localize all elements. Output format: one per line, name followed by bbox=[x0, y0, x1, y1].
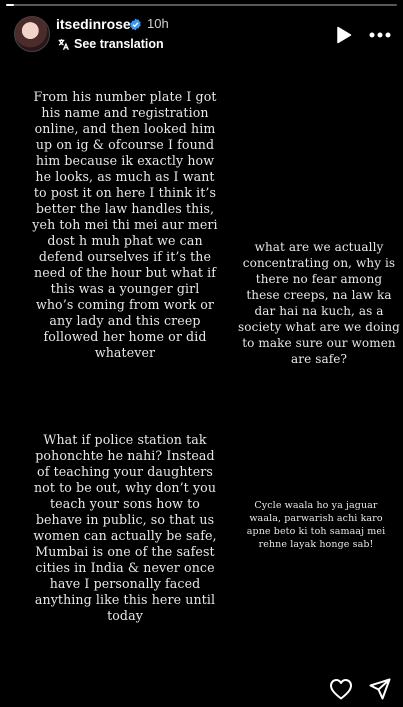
play-icon[interactable] bbox=[336, 26, 352, 44]
story-progress-fill bbox=[6, 4, 14, 6]
verified-badge-icon bbox=[129, 18, 142, 31]
username[interactable]: itsedinrose bbox=[56, 16, 131, 32]
story-text-block: Cycle waala ho ya jaguar waala, parwarish achi karo apne beto ki toh samaaj mei rehne layak honge sab! bbox=[246, 500, 386, 550]
translate-icon bbox=[57, 38, 70, 51]
story-text-block: what are we actually concentrating on, why is there no fear among these creeps, na law ka dar hai na kuch, as a society what are we doing to make sure our women are safe? bbox=[238, 240, 400, 366]
story-header bbox=[0, 10, 403, 60]
send-icon[interactable] bbox=[369, 678, 391, 700]
post-time: 10h bbox=[147, 16, 169, 31]
story-text-block: From his number plate I got his name and registration online, and then looked him up on ig & ofcourse I found him because ik exactly how he looks, as much as I want to post it on here I think it’s better the law handles this, yeh toh mei thi mei aur meri dost h muh phat we can defend ourselves if it’s the need of the hour but what if this was a younger girl who’s coming from work or any lady and this creep followed her home or did whatever bbox=[32, 89, 218, 360]
story-progress-bar bbox=[6, 4, 397, 6]
avatar[interactable] bbox=[14, 16, 50, 52]
story-text-block: What if police station tak pohonchte he nahi? Instead of teaching your daughters not to be out, why don’t you teach your sons how to behave in public, so that us women can actually be safe, Mumbai is one of the safest cities in India & never once have I personally faced anything like this here until today bbox=[33, 432, 217, 623]
see-translation-link[interactable]: See translation bbox=[74, 37, 164, 51]
heart-icon[interactable] bbox=[329, 678, 353, 700]
more-options-icon[interactable] bbox=[368, 31, 392, 39]
